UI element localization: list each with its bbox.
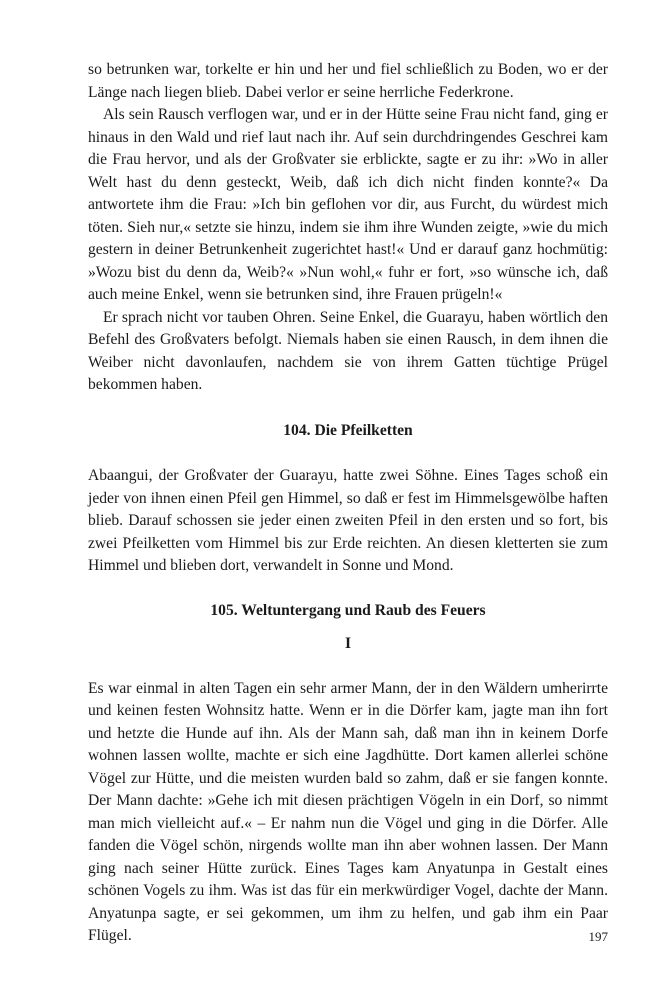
heading-104: 104. Die Pfeilketten: [283, 421, 413, 439]
heading-105: 105. Weltuntergang und Raub des Feuers: [210, 601, 486, 619]
paragraph-rausch: Als sein Rausch verflogen war, und er in der Hütte seine Frau nicht fand, ging er hinaus in den Wald und rief laut nach ihr. Auf sein durchdringendes Geschrei kam die Frau hervor, und als der Großvater sie erblickte, sagte er zu ihr: »Wo in aller Welt hast du denn gesteckt, Weib, daß ich dich nicht finden konnte?« Da antwortete ihm die Frau: »Ich bin geflohen vor dir, aus Furcht, du würdest mich töten. Sieh nur,« setzte sie hinzu, indem sie ihm ihre Wunden zeigte, »wie du mich gestern in deiner Betrunkenheit zugerichtet hast!« Und er darauf ganz hochmütig: »Wozu bist du denn da, Weib?« »Nun wohl,« fuhr er fort, »so wünsche ich, daß auch meine Enkel, wenn sie betrunken sind, ihre Frauen prügeln!«: [88, 106, 608, 303]
paragraph-enkel: Er sprach nicht vor tauben Ohren. Seine Enkel, die Guarayu, haben wörtlich den Befehl des Großvaters befolgt. Niemals haben sie einen Rausch, in dem ihnen die Weiber nicht davonlaufen, nachdem sie von ihrem Gatten tüchtige Prügel bekommen haben.: [88, 308, 608, 393]
paragraph-continuation: so betrunken war, torkelte er hin und her und fiel schließlich zu Boden, wo er der Länge nach liegen blieb. Dabei verlor er seine herrliche Federkrone.: [88, 61, 608, 101]
page-body: [88, 59, 608, 948]
paragraph-pfeilketten: Abaangui, der Großvater der Guarayu, hatte zwei Söhne. Eines Tages schoß ein jeder von ihnen einen Pfeil gen Himmel, so daß er fest im Himmelsgewölbe haften blieb. Darauf schossen sie jeder einen zweiten Pfeil in den ersten und so fort, bis zwei Pfeilketten vom Himmel bis zur Erde reichten. An diesen kletterten sie zum Himmel und blieben dort, verwandelt in Sonne und Mond.: [88, 467, 608, 574]
paragraph-weltuntergang: Es war einmal in alten Tagen ein sehr armer Mann, der in den Wäldern umherirrte und keinen festen Wohnsitz hatte. Wenn er in die Dörfer kam, jagte man ihn fort und hetzte die Hunde auf ihn. Als der Mann sah, daß man ihn in keinem Dorfe wohnen lassen wollte, machte er sich eine Jagdhütte. Dort kamen allerlei schöne Vögel zur Hütte, und die meisten wurden bald so zahm, daß er sie fangen konnte. Der Mann dachte: »Gehe ich mit diesen prächtigen Vögeln in ein Dorf, so nimmt man mich vielleicht auf.« – Er nahm nun die Vögel und ging in die Dörfer. Alle fanden die Vögel schön, nirgends wollte man ihn aber wohnen lassen. Der Mann ging nach seiner Hütte zurück. Eines Tages kam Anyatunpa in Gestalt eines schönen Vogels zu ihm. Was ist das für ein merkwürdiger Vogel, dachte der Mann. Anyatunpa sagte, er sei gekommen, um ihm zu helfen, und gab ihm ein Paar Flügel.: [88, 679, 608, 944]
page-number: 197: [588, 929, 608, 944]
subheading-roman-one: I: [344, 635, 352, 652]
